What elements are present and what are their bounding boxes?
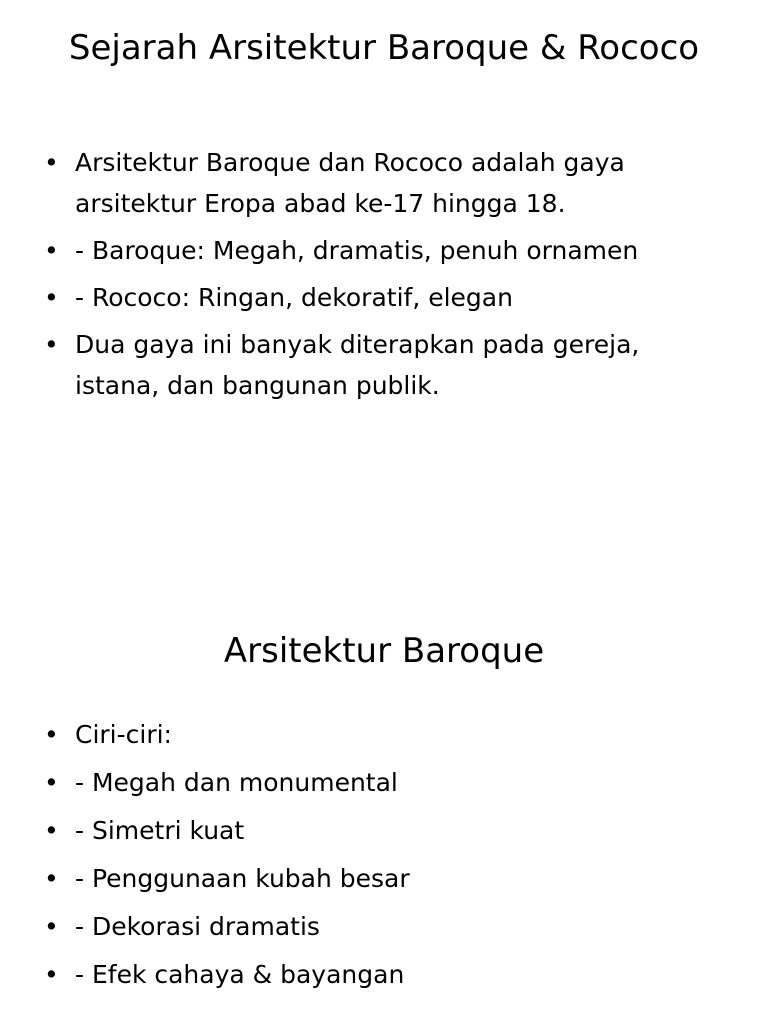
list-item [0,906,700,948]
bullet-text: - Simetri kuat [75,816,245,845]
slide-1-title: Sejarah Arsitektur Baroque & Rococo [68,28,700,68]
slide-2-bullet-list [0,714,700,1002]
list-item [0,762,700,804]
slide-2 [0,512,768,1024]
bullet-text: - Efek cahaya & bayangan [75,960,405,989]
bullet-icon: • [44,816,59,845]
list-item [0,954,700,996]
bullet-text: - Penggunaan kubah besar [75,864,410,893]
bullet-icon: • [44,912,59,941]
list-item [0,810,700,852]
bullet-text: - Baroque: Megah, dramatis, penuh ornamen [75,236,639,265]
list-item [0,277,700,318]
list-item [0,142,700,224]
bullet-text: Dua gaya ini banyak diterapkan pada gereja, istana, dan bangunan publik. [75,330,640,400]
bullet-icon: • [44,720,59,749]
list-item [0,324,700,406]
bullet-icon: • [44,330,59,359]
bullet-text: - Megah dan monumental [75,768,398,797]
bullet-icon: • [44,768,59,797]
bullet-icon: • [44,283,59,312]
bullet-icon: • [44,864,59,893]
list-item [0,858,700,900]
bullet-icon: • [44,960,59,989]
bullet-icon: • [44,148,59,177]
slide-1-bullet-list [0,142,700,412]
slide-2-title: Arsitektur Baroque [223,631,545,671]
list-item [0,230,700,271]
bullet-text: - Rococo: Ringan, dekoratif, elegan [75,283,513,312]
bullet-icon: • [44,236,59,265]
bullet-text: Ciri-ciri: [75,720,172,749]
list-item [0,714,700,756]
bullet-text: - Dekorasi dramatis [75,912,320,941]
bullet-text: Arsitektur Baroque dan Rococo adalah gaya arsitektur Eropa abad ke-17 hingga 18. [75,148,625,218]
